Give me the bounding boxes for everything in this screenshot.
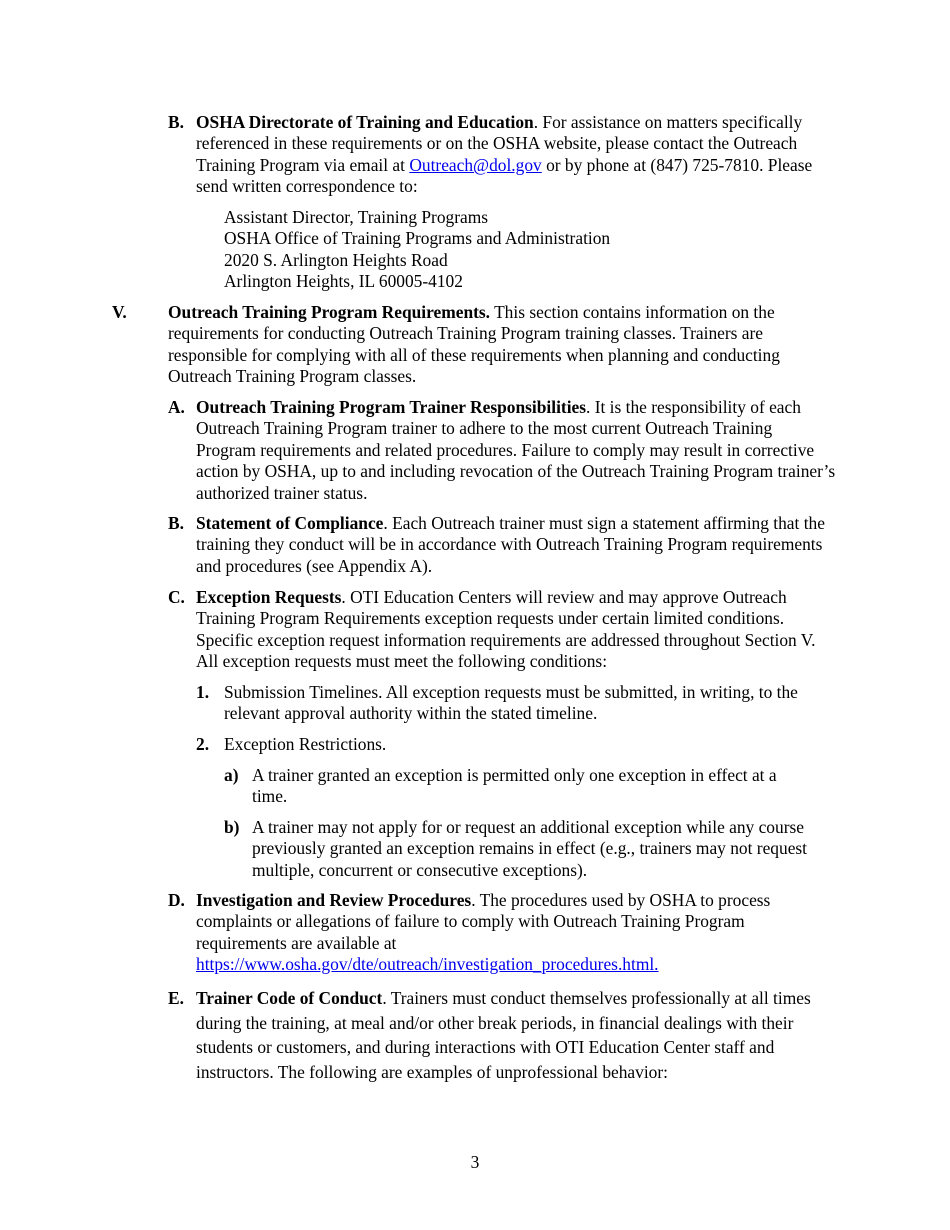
section-v-e — [168, 986, 836, 1084]
section-v-c-2-a — [224, 765, 816, 808]
address-line: Arlington Heights, IL 60005-4102 — [224, 271, 463, 292]
section-v-b — [168, 513, 836, 577]
section-heading: OSHA Directorate of Training and Education — [196, 112, 534, 132]
section-body — [168, 302, 832, 388]
item-text: Exception Restrictions. — [224, 734, 387, 754]
address-line: 2020 S. Arlington Heights Road — [224, 249, 448, 270]
section-heading: Statement of Compliance — [196, 513, 384, 533]
section-text: This section contains information on the requirements for conducting Outreach Training Program training classes. Trainers are responsible for complying with all of these requirements when planning and conducting Outreach Training Program classes. — [168, 302, 780, 387]
investigation-procedures-link[interactable]: https://www.osha.gov/dte/outreach/investigation_procedures.html. — [196, 954, 659, 975]
section-body — [196, 587, 836, 673]
section-marker: E. — [168, 988, 184, 1008]
section-v-a — [168, 397, 836, 504]
section-body — [196, 513, 836, 577]
section-body — [196, 986, 836, 1084]
section-heading: Exception Requests — [196, 587, 342, 607]
section-marker: D. — [168, 890, 185, 910]
email-link[interactable]: Outreach@dol.gov — [409, 154, 542, 175]
section-v-c — [168, 587, 836, 673]
section-text: . Each Outreach trainer must sign a statement affirming that the training they conduct will be in accordance with Outreach Training Program requirements and procedures (see Appendix A). — [196, 513, 825, 576]
subitem-text: A trainer granted an exception is permitted only one exception in effect at a time. — [252, 765, 777, 807]
section-heading: Trainer Code of Conduct — [196, 988, 383, 1008]
section-text: . Trainers must conduct themselves professionally at all times during the training, at meal and/or other break periods, in financial dealings with their students or customers, and during interactions with OTI Education Center staff and instructors. The following are examples of unprofessional behavior: — [196, 988, 811, 1082]
item-marker: 1. — [196, 682, 210, 702]
address-line: Assistant Director, Training Programs — [224, 207, 489, 227]
section-marker: B. — [168, 112, 184, 132]
section-heading: Outreach Training Program Requirements. — [168, 302, 491, 322]
section-v — [112, 302, 832, 388]
section-v-d — [168, 890, 836, 976]
section-heading: Investigation and Review Procedures — [196, 890, 472, 910]
section-v-c-2-b — [224, 817, 816, 881]
section-body — [196, 397, 836, 504]
section-marker: C. — [168, 587, 185, 607]
section-iv-b — [168, 112, 836, 198]
section-text-continued: or by phone at (847) 725-7810. Please send written correspondence to: — [196, 154, 813, 197]
section-marker: A. — [168, 397, 185, 417]
subitem-marker: b) — [224, 817, 240, 837]
section-v-c-1 — [196, 682, 836, 725]
section-text: . For assistance on matters specifically referenced in these requirements or on the OSHA website, please contact the Outreach Training Program via email at — [196, 112, 803, 175]
item-marker: 2. — [196, 734, 210, 754]
page-number: 3 — [470, 1152, 480, 1172]
section-marker: B. — [168, 513, 184, 533]
address-line: OSHA Office of Training Programs and Administration — [224, 228, 611, 249]
section-body — [196, 112, 836, 198]
item-text: Submission Timelines. All exception requests must be submitted, in writing, to the relevant approval authority within the stated timeline. — [224, 682, 798, 724]
section-text: . OTI Education Centers will review and may approve Outreach Training Program Requirements exception requests under certain limited conditions. Specific exception request information requirements are addressed throughout Section V. All exception requests must meet the following conditions: — [196, 587, 816, 672]
section-heading: Outreach Training Program Trainer Responsibilities — [196, 397, 587, 417]
section-text: . The procedures used by OSHA to process complaints or allegations of failure to comply with Outreach Training Program requirements are available at — [196, 890, 771, 953]
section-marker: V. — [112, 302, 127, 322]
section-text: . It is the responsibility of each Outreach Training Program trainer to adhere to the most current Outreach Training Program requirements and related procedures. Failure to comply may result in corrective action by OSHA, up to and including revocation of the Outreach Training Program trainer’s authorized trainer status. — [196, 397, 836, 503]
section-v-c-2 — [196, 734, 836, 755]
section-body — [196, 890, 836, 976]
subitem-marker: a) — [224, 765, 239, 785]
subitem-text: A trainer may not apply for or request an additional exception while any course previously granted an exception remains in effect (e.g., trainers may not request multiple, concurrent or consecutive exceptions). — [252, 817, 808, 880]
mailing-address — [224, 207, 824, 293]
